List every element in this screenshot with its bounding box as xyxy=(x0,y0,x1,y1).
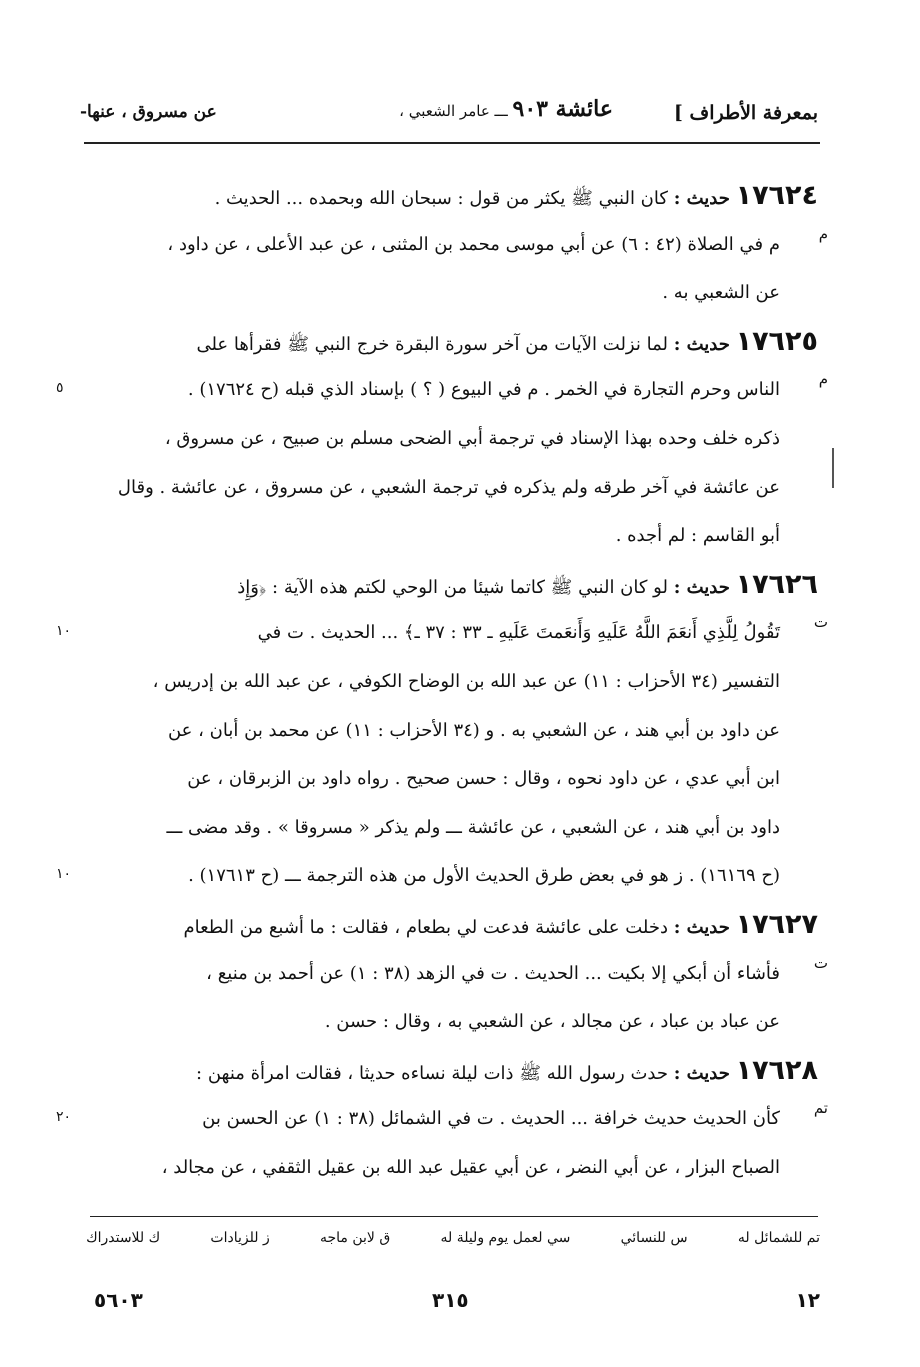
text-line xyxy=(96,755,818,804)
footer-volume: ١٢ xyxy=(795,1288,820,1312)
hadith-entry-line xyxy=(96,318,818,367)
text-line xyxy=(96,512,818,561)
footnote-item: تم للشمائل له xyxy=(737,1230,820,1246)
line-text: التفسير (٣٤ الأحزاب : ١١) عن عبد الله بن الوضاح الكوفي ، عن عبد الله بن إدريس ، xyxy=(152,670,780,692)
line-text: الناس وحرم التجارة في الخمر . م في البيوع ( ؟ ) بإسناد الذي قبله (ح ١٧٦٢٤) . xyxy=(187,379,780,401)
text-line xyxy=(96,464,818,513)
line-text: لو كان النبي ﷺ كاتما شيئا من الوحي لكتم هذه الآية : ﴿وَإِذ xyxy=(237,576,674,598)
source-code-marker: م xyxy=(818,370,828,389)
header-rule xyxy=(84,142,820,144)
hadith-label: حديث : xyxy=(673,333,730,355)
hadith-entry-line xyxy=(96,172,818,221)
footnote-legend xyxy=(86,1230,820,1246)
hadith-number: ١٧٦٢٥ xyxy=(735,325,818,357)
source-code-marker: ت xyxy=(813,613,828,632)
line-count-marker: ١٠ xyxy=(56,866,72,883)
line-text: عن الشعبي به . xyxy=(662,282,780,304)
text-line xyxy=(96,658,818,707)
source-code-marker: ت xyxy=(813,953,828,972)
source-code-marker: م xyxy=(818,224,828,243)
main-text xyxy=(96,172,818,1192)
line-text: حدث رسول الله ﷺ ذات ليلة نساءه حديثا ، فقالت امرأة منهن : xyxy=(196,1062,674,1084)
header-chain: عن مسروق ، عنها- xyxy=(80,102,217,122)
line-text: داود بن أبي هند ، عن الشعبي ، عن عائشة ـــ ولم يذكر « مسروقا » . وقد مضى ـــ xyxy=(166,816,780,838)
line-count-marker: ١٠ xyxy=(56,623,72,640)
footnote-item: ق لابن ماجه xyxy=(319,1230,391,1246)
text-line xyxy=(96,366,818,415)
hadith-entry-line xyxy=(96,1047,818,1096)
hadith-label: حديث : xyxy=(673,576,730,598)
footnote-item: ز للزيادات xyxy=(210,1230,270,1246)
line-text: (ح ١٦١٦٩) . ز هو في بعض طرق الحديث الأول من هذه الترجمة ـــ (ح ١٧٦١٣) . xyxy=(188,865,780,887)
hadith-entry-line xyxy=(96,561,818,610)
line-text: الصباح البزار ، عن أبي النضر ، عن أبي عقيل عبد الله بن عقيل الثقفي ، عن مجالد ، xyxy=(161,1156,780,1178)
hadith-entry-line xyxy=(96,901,818,950)
text-line xyxy=(96,415,818,464)
header-chapter-main: عائشة ٩٠٣ xyxy=(512,96,613,122)
footnote-item: ك للاستدراك xyxy=(86,1230,161,1246)
line-text: أبو القاسم : لم أجده . xyxy=(615,525,780,547)
line-text: عن داود بن أبي هند ، عن الشعبي به . و (٣٤ الأحزاب : ١١) عن محمد بن أبان ، عن xyxy=(167,719,780,741)
page-header xyxy=(80,92,818,132)
footnote-item: س للنسائي xyxy=(620,1230,688,1246)
margin-stroke xyxy=(832,448,834,488)
text-line xyxy=(96,1144,818,1193)
hadith-number: ١٧٦٢٨ xyxy=(735,1054,818,1086)
header-chapter-sub: ـــ عامر الشعبي ، xyxy=(399,102,513,120)
hadith-number: ١٧٦٢٤ xyxy=(735,180,818,211)
text-line xyxy=(96,998,818,1047)
text-line xyxy=(96,221,818,270)
header-chapter xyxy=(399,96,613,122)
source-code-marker: تم xyxy=(813,1099,828,1118)
line-text: كان النبي ﷺ يكثر من قول : سبحان الله وبحمده ... الحديث . xyxy=(214,188,674,209)
hadith-number: ١٧٦٢٦ xyxy=(735,568,818,600)
footnote-item: سي لعمل يوم وليلة له xyxy=(440,1230,571,1246)
text-line xyxy=(96,950,818,999)
line-text: ذكره خلف وحده بهذا الإسناد في ترجمة أبي الضحى مسلم بن صبيح ، عن مسروق ، xyxy=(164,427,780,449)
hadith-label: حديث : xyxy=(673,1062,730,1084)
footer-record-number: ٥٦٠٣ xyxy=(94,1288,143,1312)
hadith-label: حديث : xyxy=(673,188,730,209)
header-book-title: بمعرفة الأطراف ] xyxy=(673,102,818,124)
text-line xyxy=(96,852,818,901)
text-line xyxy=(96,707,818,756)
footer-page-number: ٣١٥ xyxy=(432,1288,469,1312)
line-count-marker: ٢٠ xyxy=(56,1109,72,1126)
line-text: م في الصلاة (٤٢ : ٦) عن أبي موسى محمد بن المثنى ، عن عبد الأعلى ، عن داود ، xyxy=(167,233,780,255)
line-text: فأشاء أن أبكي إلا بكيت ... الحديث . ت في الزهد (٣٨ : ١) عن أحمد بن منيع ، xyxy=(206,962,780,984)
hadith-number: ١٧٦٢٧ xyxy=(735,908,818,940)
line-text: دخلت على عائشة فدعت لي بطعام ، فقالت : ما أشبع من الطعام xyxy=(183,916,674,938)
page-footer xyxy=(94,1288,820,1318)
line-text: تَقُولُ لِلَّذِي أَنعَمَ اللَّهُ عَلَيهِ وَأَنعَمتَ عَلَيهِ ـ ٣٣ : ٣٧ ـ﴾ ... الحديث . ت في xyxy=(257,622,780,644)
line-text: عن عائشة في آخر طرقه ولم يذكره في ترجمة الشعبي ، عن مسروق ، عن عائشة . وقال xyxy=(117,476,780,498)
line-text: لما نزلت الآيات من آخر سورة البقرة خرج النبي ﷺ فقرأها على xyxy=(196,333,674,355)
text-line xyxy=(96,269,818,318)
text-line xyxy=(96,1095,818,1144)
line-text: كأن الحديث حديث خرافة ... الحديث . ت في الشمائل (٣٨ : ١) عن الحسن بن xyxy=(202,1108,780,1130)
line-text: ابن أبي عدي ، عن داود نحوه ، وقال : حسن صحيح . رواه داود بن الزبرقان ، عن xyxy=(187,768,780,790)
text-line xyxy=(96,804,818,853)
footnote-rule xyxy=(90,1216,818,1217)
line-text: عن عباد بن عباد ، عن مجالد ، عن الشعبي به ، وقال : حسن . xyxy=(324,1011,780,1033)
hadith-label: حديث : xyxy=(673,916,730,938)
text-line xyxy=(96,609,818,658)
line-count-marker: ٥ xyxy=(56,380,64,397)
